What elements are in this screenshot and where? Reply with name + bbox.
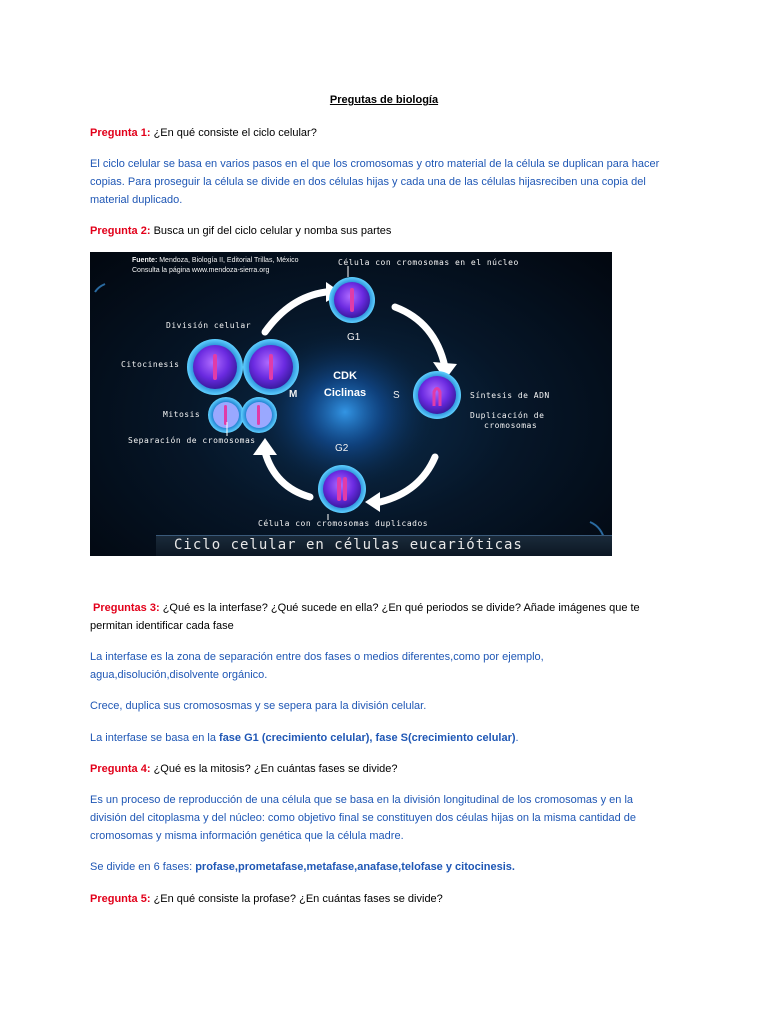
question-3-label: Preguntas 3: [93, 602, 160, 614]
question-5-label: Pregunta 5: [90, 893, 151, 905]
question-3-text: ¿Qué es la interfase? ¿Qué sucede en ella? ¿En qué periodos se divide? Añade imágenes que te [159, 602, 640, 614]
answer-4a-line: división del citoplasma y del núcleo: como objetivo final se constituyen dos céulas hijas on la misma cantidad de [90, 812, 637, 824]
question-4 [90, 760, 680, 778]
question-5-text: ¿En qué consiste la profase? ¿En cuántas fases se divide? [150, 893, 443, 905]
figure-banner-text: Ciclo celular en células eucarióticas [174, 537, 523, 553]
answer-3c [90, 729, 680, 747]
cell-mitosis-left [208, 397, 244, 433]
label-duplicacion-1: Duplicación de [470, 411, 545, 420]
figure-source-label: Fuente: [132, 257, 158, 264]
answer-3a-line: La interfase es la zona de separación entre dos fases o medios diferentes,como por ejemplo, [90, 651, 544, 663]
question-2-label: Pregunta 2: [90, 225, 151, 237]
label-separacion: Separación de cromosomas [128, 436, 256, 445]
label-ciclinas: Ciclinas [323, 387, 367, 399]
label-citocinesis: Citocinesis [121, 360, 180, 369]
answer-1 [90, 155, 680, 209]
label-m: M [289, 389, 298, 400]
question-3-text-line2: permitan identificar cada fase [90, 620, 234, 632]
answer-4b [90, 858, 680, 876]
label-g1: G1 [347, 332, 361, 343]
question-2 [90, 222, 680, 240]
figure-source-line1: Mendoza, Biología II, Editorial Trillas, México [157, 257, 299, 264]
question-3 [90, 599, 680, 635]
question-4-label: Pregunta 4: [90, 763, 151, 775]
answer-4b-pre: Se divide en 6 fases: [90, 861, 196, 873]
question-1-text: ¿En qué consiste el ciclo celular? [150, 127, 317, 139]
label-cdk: CDK [333, 370, 357, 382]
answer-3c-post: . [515, 732, 519, 744]
label-top: Célula con cromosomas en el núcleo [338, 258, 519, 267]
question-4-text: ¿Qué es la mitosis? ¿En cuántas fases se divide? [150, 763, 398, 775]
question-2-text: Busca un gif del ciclo celular y nomba sus partes [150, 225, 392, 237]
label-bottom: Célula con cromosomas duplicados [258, 519, 429, 528]
answer-3a-line: agua,disolución,disolvente orgánico. [90, 669, 268, 681]
answer-4a-line: cromosomas y misma información genética que la célula madre. [90, 830, 404, 842]
page-title: Pregutas de biología [329, 94, 439, 106]
cell-s [413, 371, 461, 419]
answer-3b: Crece, duplica sus cromososmas y se sepera para la división celular. [90, 700, 427, 712]
cell-citocinesis-left [187, 339, 243, 395]
label-sintesis: Síntesis de ADN [470, 391, 550, 400]
cell-cycle-figure [90, 252, 612, 556]
answer-4a-line: Es un proceso de reproducción de una célula que se basa en la división longitudinal de los cromosomas y en la [90, 794, 634, 806]
question-1 [90, 124, 680, 142]
cell-g1 [329, 277, 375, 323]
label-duplicacion-2: cromosomas [484, 421, 538, 430]
label-division-celular: División celular [166, 321, 252, 330]
answer-1-line: El ciclo celular se basa en varios pasos en el que los cromosomas y otro material de la célula se duplican para hacer [90, 158, 660, 170]
cell-mitosis-right [241, 397, 277, 433]
cell-g2 [318, 465, 366, 513]
answer-3c-pre: La interfase se basa en la [90, 732, 220, 744]
question-5 [90, 890, 680, 908]
answer-4a [90, 791, 680, 845]
figure-source-line2: Consulta la página www.mendoza-sierra.org [132, 267, 270, 274]
answer-4b-bold: profase,prometafase,metafase,anafase,telofase y citocinesis. [195, 861, 515, 873]
label-s: S [393, 390, 400, 401]
answer-1-line: material duplicado. [90, 194, 183, 206]
label-g2: G2 [335, 443, 349, 454]
cell-citocinesis-right [243, 339, 299, 395]
cell-cycle-diagram [90, 252, 612, 556]
figure-source [132, 256, 299, 276]
question-1-label: Pregunta 1: [90, 127, 151, 139]
arrowhead-g2 [365, 492, 380, 512]
answer-3a [90, 648, 680, 684]
arrow-m-to-g1 [265, 292, 326, 332]
answer-1-line: copias. Para proseguir la célula se divide en dos células hijas y cada una de las células hijasreciben una copia del [90, 176, 646, 188]
answer-3c-bold: fase G1 (crecimiento celular), fase S(crecimiento celular) [219, 732, 516, 744]
label-mitosis: Mitosis [163, 410, 201, 419]
label-center [310, 368, 380, 402]
